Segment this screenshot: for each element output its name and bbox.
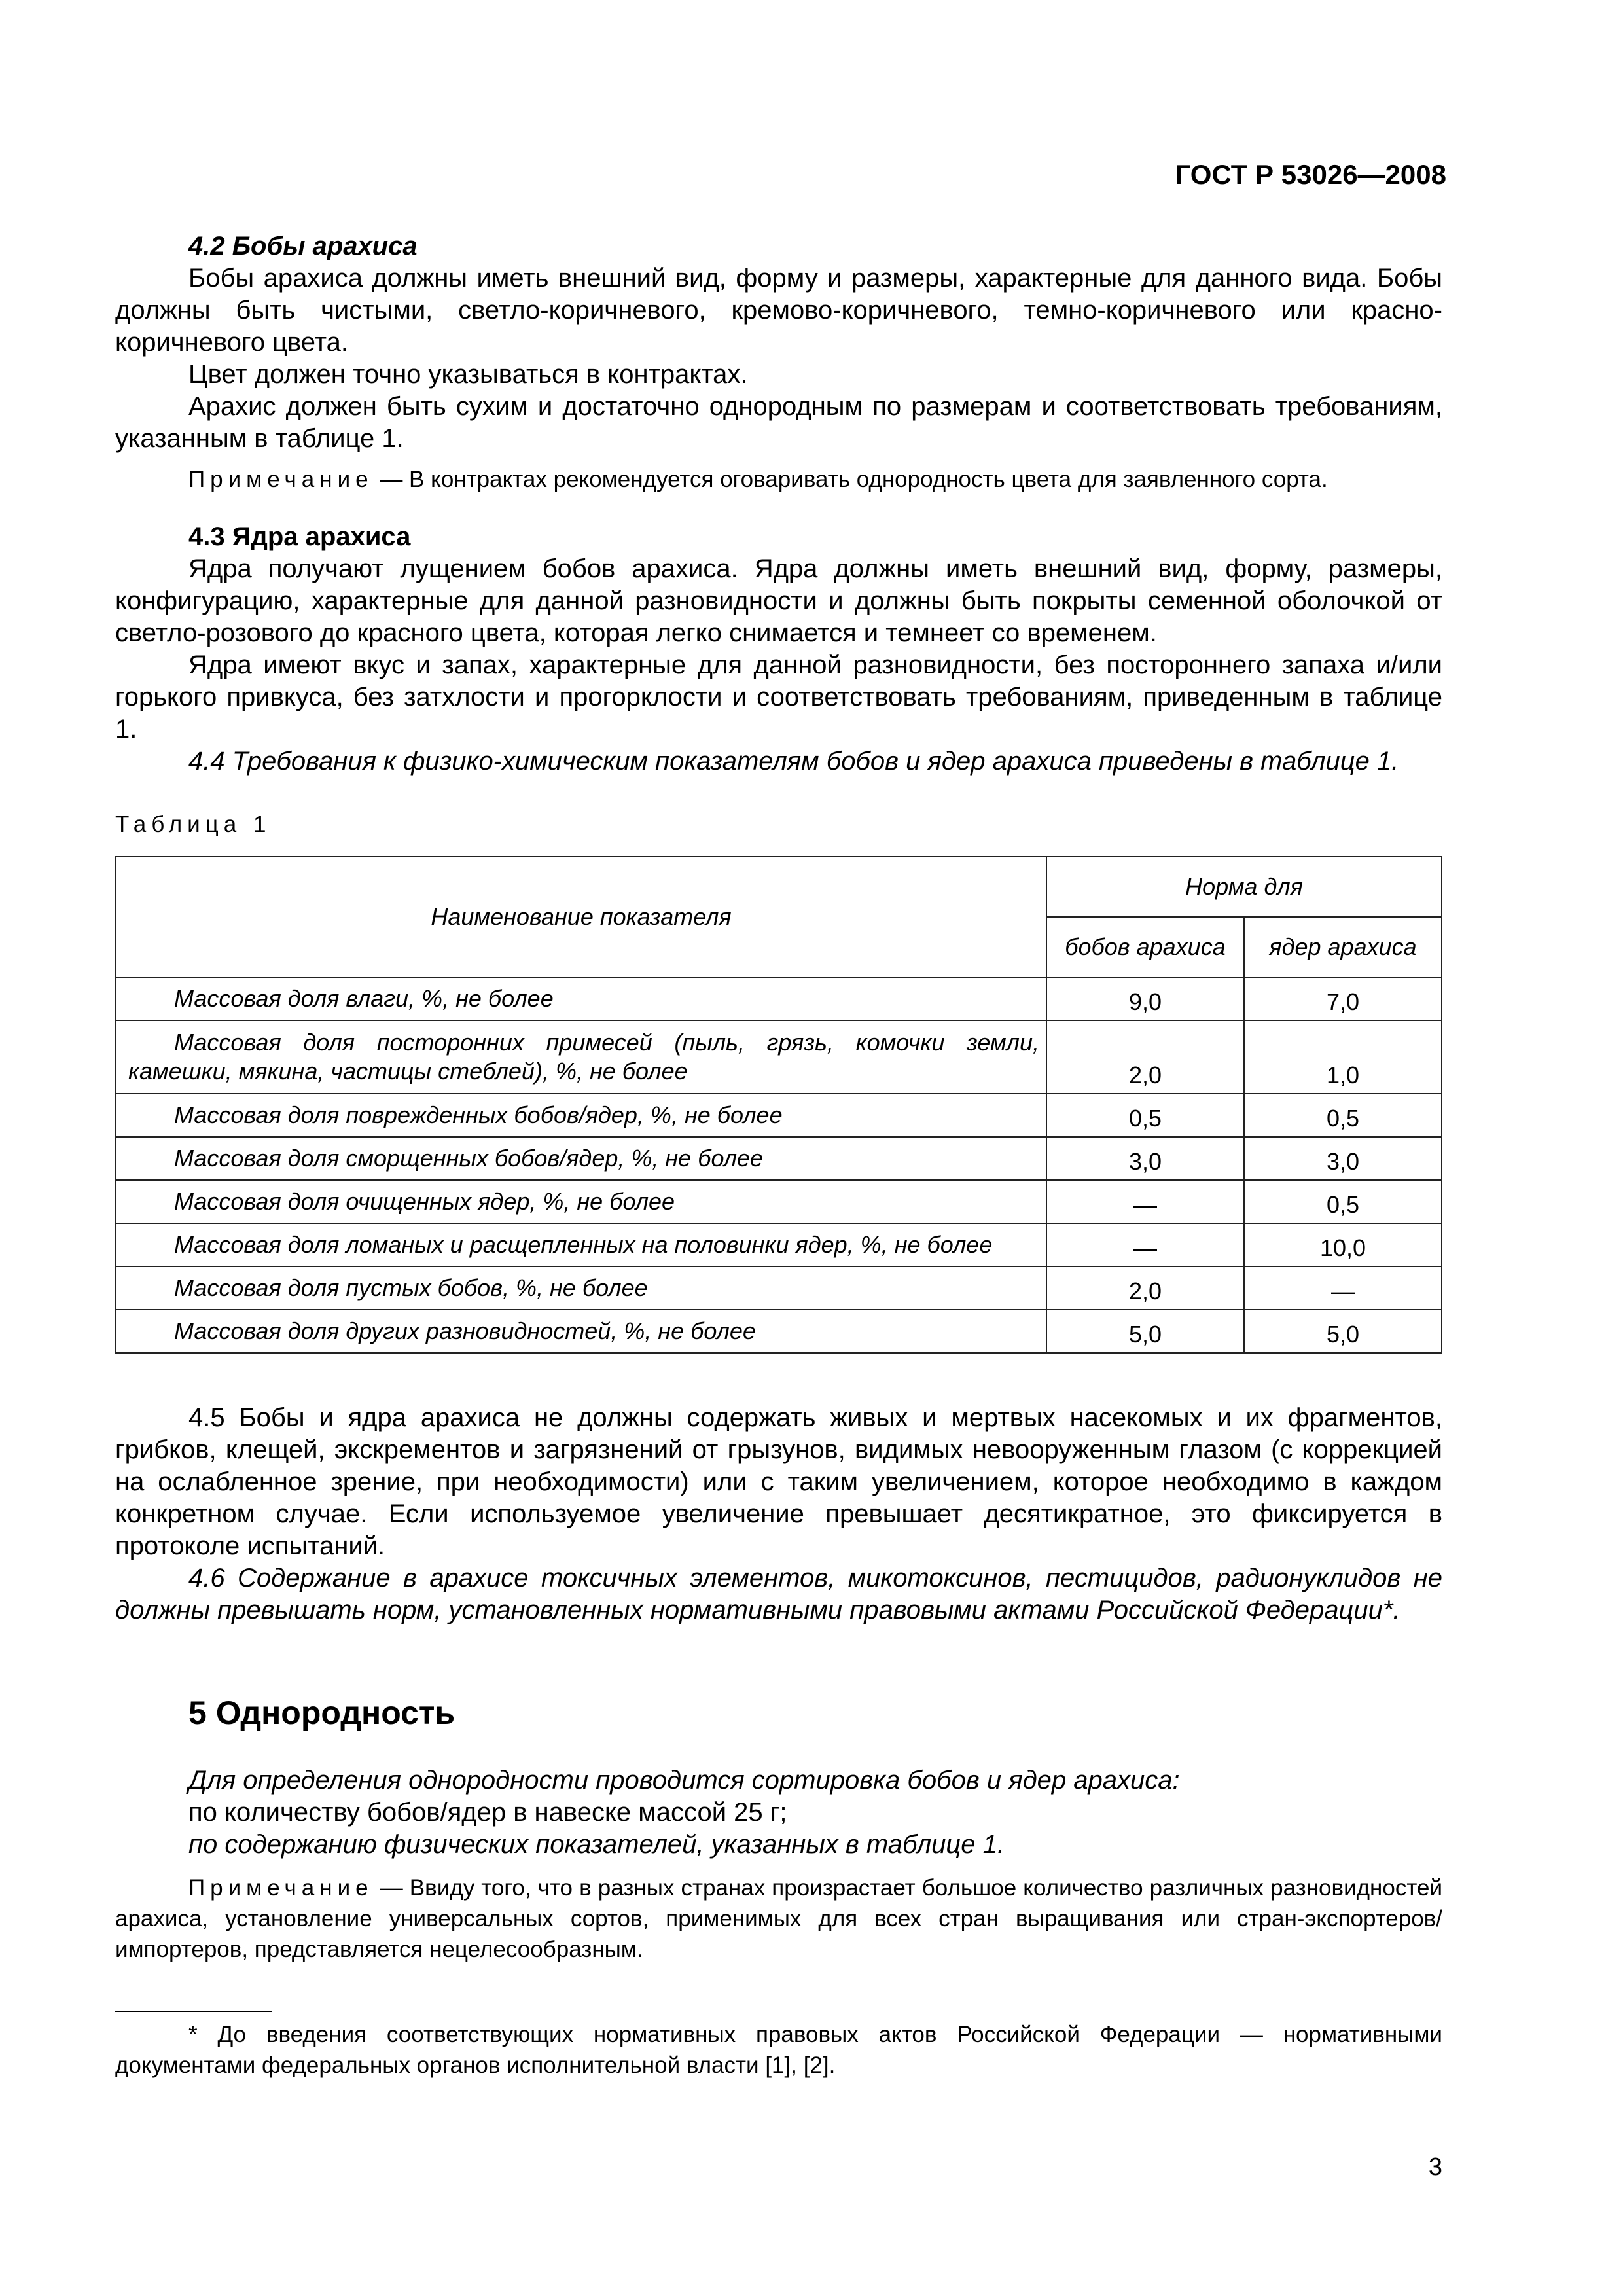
- table-1-block: [115, 812, 1442, 1354]
- section-4-3-paragraph-2: Ядра имеют вкус и запах, характерные для данной разновидности, без постороннего запаха и/или горького привкуса, без затхлости и прогорклости и соответствовать требованиям, приведенным в таблице 1.: [115, 651, 1442, 744]
- table-row: [116, 1094, 1442, 1137]
- section-4-5-4-6: [115, 1402, 1442, 1626]
- row-name: Массовая доля влаги, %, не более: [116, 977, 1046, 1020]
- row-beans-value: —: [1046, 1223, 1244, 1266]
- row-name: Массовая доля посторонних примесей (пыль, грязь, комочки земли, камешки, мякина, частицы стеблей), %, не более: [116, 1020, 1046, 1094]
- section-4-2-note: [115, 464, 1442, 495]
- row-name: Массовая доля сморщенных бобов/ядер, %, не более: [116, 1137, 1046, 1180]
- section-4-6-paragraph: 4.6 Содержание в арахисе токсичных элементов, микотоксинов, пестицидов, радионуклидов не должны превышать норм, установленных нормативными правовыми актами Российской Федерации*.: [115, 1564, 1442, 1624]
- column-header-beans: бобов арахиса: [1046, 917, 1244, 977]
- section-4-3-title: 4.3 Ядра арахиса: [188, 522, 411, 551]
- column-header-norm: Норма для: [1046, 857, 1442, 917]
- note-text: — Ввиду того, что в разных странах произрастает большое количество различных разновидностей арахиса, установление универсальных сортов, применимых для всех стран выращивания или стран-экспортеров/импортеров, представляется нецелесообразным.: [115, 1875, 1442, 1962]
- section-4-3: [115, 521, 1442, 778]
- section-4-2-title: 4.2 Бобы арахиса: [188, 232, 418, 260]
- row-kernels-value: 5,0: [1244, 1310, 1442, 1353]
- table-row: [116, 1180, 1442, 1223]
- section-4-2-paragraph-1: Бобы арахиса должны иметь внешний вид, форму и размеры, характерные для данного вида. Бобы должны быть чистыми, светло-коричневого, кремово-коричневого, темно-коричневого или красно-коричневого цвета.: [115, 264, 1442, 357]
- note-text: — В контрактах рекомендуется оговаривать однородность цвета для заявленного сорта.: [373, 467, 1328, 492]
- row-kernels-value: 7,0: [1244, 977, 1442, 1020]
- table-row: [116, 1310, 1442, 1353]
- document-code: ГОСТ Р 53026—2008: [1175, 159, 1446, 190]
- row-beans-value: 3,0: [1046, 1137, 1244, 1180]
- table-row: [116, 977, 1442, 1020]
- row-name: Массовая доля поврежденных бобов/ядер, %, не более: [116, 1094, 1046, 1137]
- section-4-4-paragraph: 4.4 Требования к физико-химическим показателям бобов и ядер арахиса приведены в таблице 1.: [188, 747, 1399, 776]
- row-kernels-value: 3,0: [1244, 1137, 1442, 1180]
- section-4-5-paragraph: 4.5 Бобы и ядра арахиса не должны содержать живых и мертвых насекомых и их фрагментов, грибков, клещей, экскрементов и загрязнений от грызунов, видимых невооруженным глазом (с коррекцией на ослабленное зрение, при необходимости) или с таким увеличением, которое необходимо в каждом конкретном случае. Если используемое увеличение превышает десятикратное, это фиксируется в протоколе испытаний.: [115, 1403, 1442, 1560]
- section-5-line-1: Для определения однородности проводится сортировка бобов и ядер арахиса:: [188, 1766, 1180, 1795]
- row-name: Массовая доля ломаных и расщепленных на половинки ядер, %, не более: [116, 1223, 1046, 1266]
- row-kernels-value: —: [1244, 1266, 1442, 1310]
- row-kernels-value: 0,5: [1244, 1180, 1442, 1223]
- row-beans-value: 2,0: [1046, 1266, 1244, 1310]
- row-beans-value: 2,0: [1046, 1020, 1244, 1094]
- section-4-2-paragraph-3: Арахис должен быть сухим и достаточно однородным по размерам и соответствовать требованиям, указанным в таблице 1.: [115, 392, 1442, 453]
- row-beans-value: —: [1046, 1180, 1244, 1223]
- section-5-line-2: по количеству бобов/ядер в навеске массой 25 г;: [188, 1798, 787, 1827]
- table-caption: Таблица 1: [115, 812, 272, 837]
- section-4-3-paragraph-1: Ядра получают лущением бобов арахиса. Ядра должны иметь внешний вид, форму, размеры, конфигурацию, характерные для данной разновидности и должны быть покрыты семенной оболочкой от светло-розового до красного цвета, которая легко снимается и темнеет со временем.: [115, 554, 1442, 647]
- table-row: [116, 1020, 1442, 1094]
- row-beans-value: 5,0: [1046, 1310, 1244, 1353]
- footnote: * До введения соответствующих нормативных правовых актов Российской Федерации — нормативными документами федеральных органов исполнительной власти [1], [2].: [115, 2022, 1442, 2078]
- row-name: Массовая доля очищенных ядер, %, не более: [116, 1180, 1046, 1223]
- row-kernels-value: 10,0: [1244, 1223, 1442, 1266]
- table-1: [115, 856, 1442, 1354]
- section-5-line-3: по содержанию физических показателей, указанных в таблице 1.: [188, 1830, 1005, 1859]
- note-label: Примечание: [188, 467, 374, 492]
- table-row: [116, 1223, 1442, 1266]
- section-5: [115, 1694, 1442, 1965]
- section-4-2: [115, 230, 1442, 495]
- row-name: Массовая доля пустых бобов, %, не более: [116, 1266, 1046, 1310]
- section-5-title: 5 Однородность: [188, 1695, 455, 1731]
- section-5-note: [115, 1873, 1442, 1965]
- table-row: [116, 1137, 1442, 1180]
- column-header-kernels: ядер арахиса: [1244, 917, 1442, 977]
- note-label: Примечание: [188, 1875, 374, 1901]
- table-row: [116, 1266, 1442, 1310]
- column-header-name: Наименование показателя: [116, 857, 1046, 977]
- footnote-separator: [115, 2011, 272, 2012]
- section-4-2-paragraph-2: Цвет должен точно указываться в контрактах.: [188, 360, 748, 389]
- row-kernels-value: 1,0: [1244, 1020, 1442, 1094]
- row-name: Массовая доля других разновидностей, %, не более: [116, 1310, 1046, 1353]
- row-beans-value: 9,0: [1046, 977, 1244, 1020]
- row-kernels-value: 0,5: [1244, 1094, 1442, 1137]
- page-number: 3: [1428, 2153, 1442, 2181]
- row-beans-value: 0,5: [1046, 1094, 1244, 1137]
